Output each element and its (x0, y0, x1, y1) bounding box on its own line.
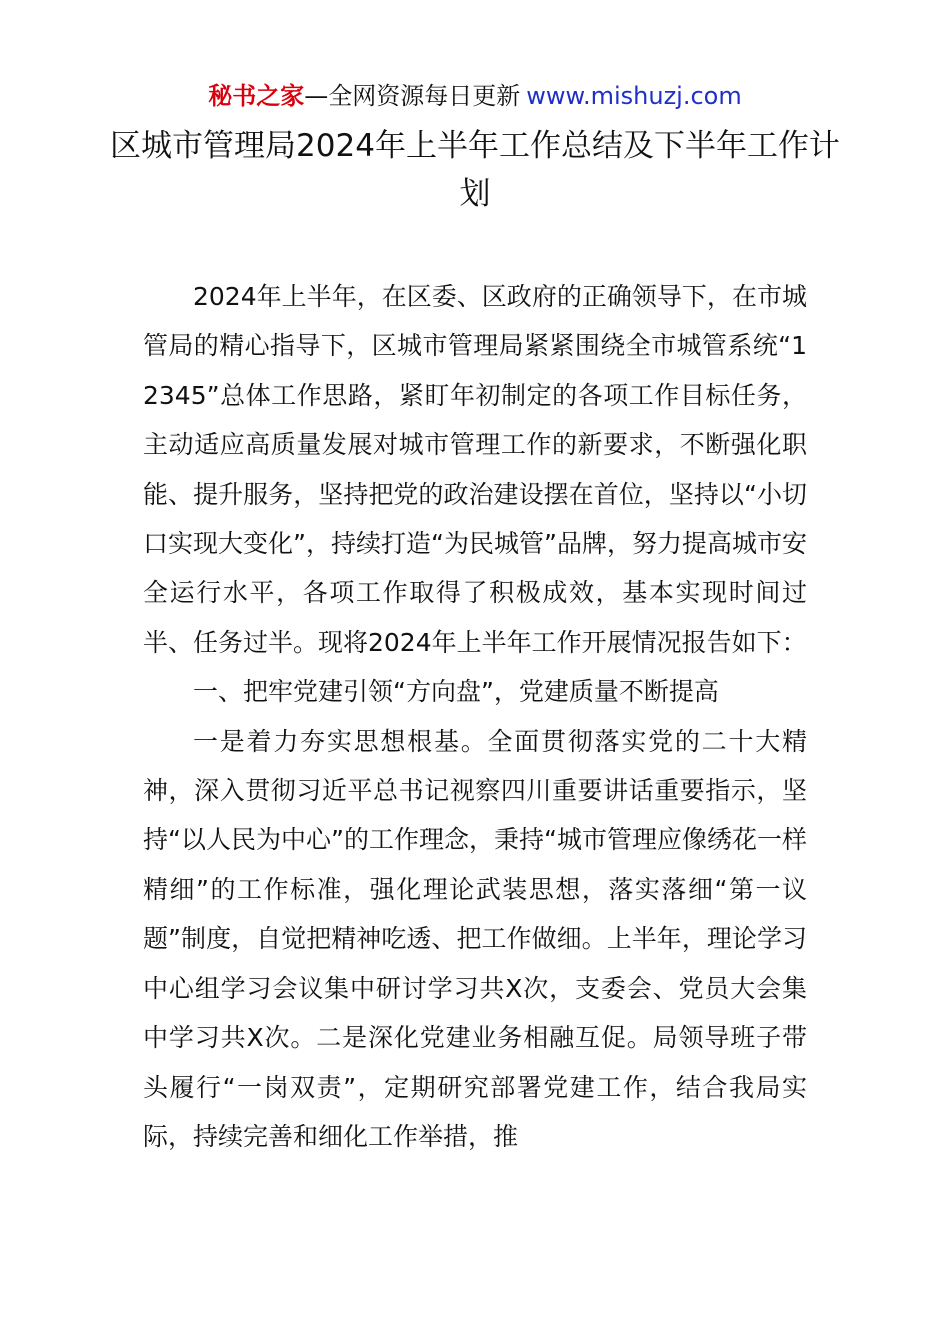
section-heading: 一、把牢党建引领“方向盘”，党建质量不断提高 (193, 677, 719, 707)
brand-name: 秘书之家 (208, 82, 305, 110)
site-url-link[interactable]: www.mishuzj.com (526, 82, 742, 110)
document-body (143, 272, 807, 1161)
header-tagline: —全网资源每日更新 (304, 82, 521, 110)
document-title: 区城市管理局2024年上半年工作总结及下半年工作计划 (110, 128, 840, 212)
site-header (0, 80, 950, 112)
section-paragraph: 一是着力夯实思想根基。全面贯彻落实党的二十大精神，深入贯彻习近平总书记视察四川重要讲话重要指示，坚持“以人民为中心”的工作理念，秉持“城市管理应像绣花一样精细”的工作标准，强化理论武装思想，落实落细“第一议题”制度，自觉把精神吃透、把工作做细。上半年，理论学习中心组学习会议集中研讨学习共X次，支委会、党员大会集中学习共X次。二是深化党建业务相融互促。局领导班子带头履行“一岗双责”，定期研究部署党建工作，结合我局实际，持续完善和细化工作举措，推 (143, 726, 807, 1151)
intro-paragraph: 2024年上半年，在区委、区政府的正确领导下，在市城管局的精心指导下，区城市管理局紧紧围绕全市城管系统“12345”总体工作思路，紧盯年初制定的各项工作目标任务，主动适应高质量发展对城市管理工作的新要求，不断强化职能、提升服务，坚持把党的政治建设摆在首位，坚持以“小切口实现大变化”，持续打造“为民城管”品牌，努力提高城市安全运行水平，各项工作取得了积极成效，基本实现时间过半、任务过半。现将2024年上半年工作开展情况报告如下： (143, 282, 807, 657)
